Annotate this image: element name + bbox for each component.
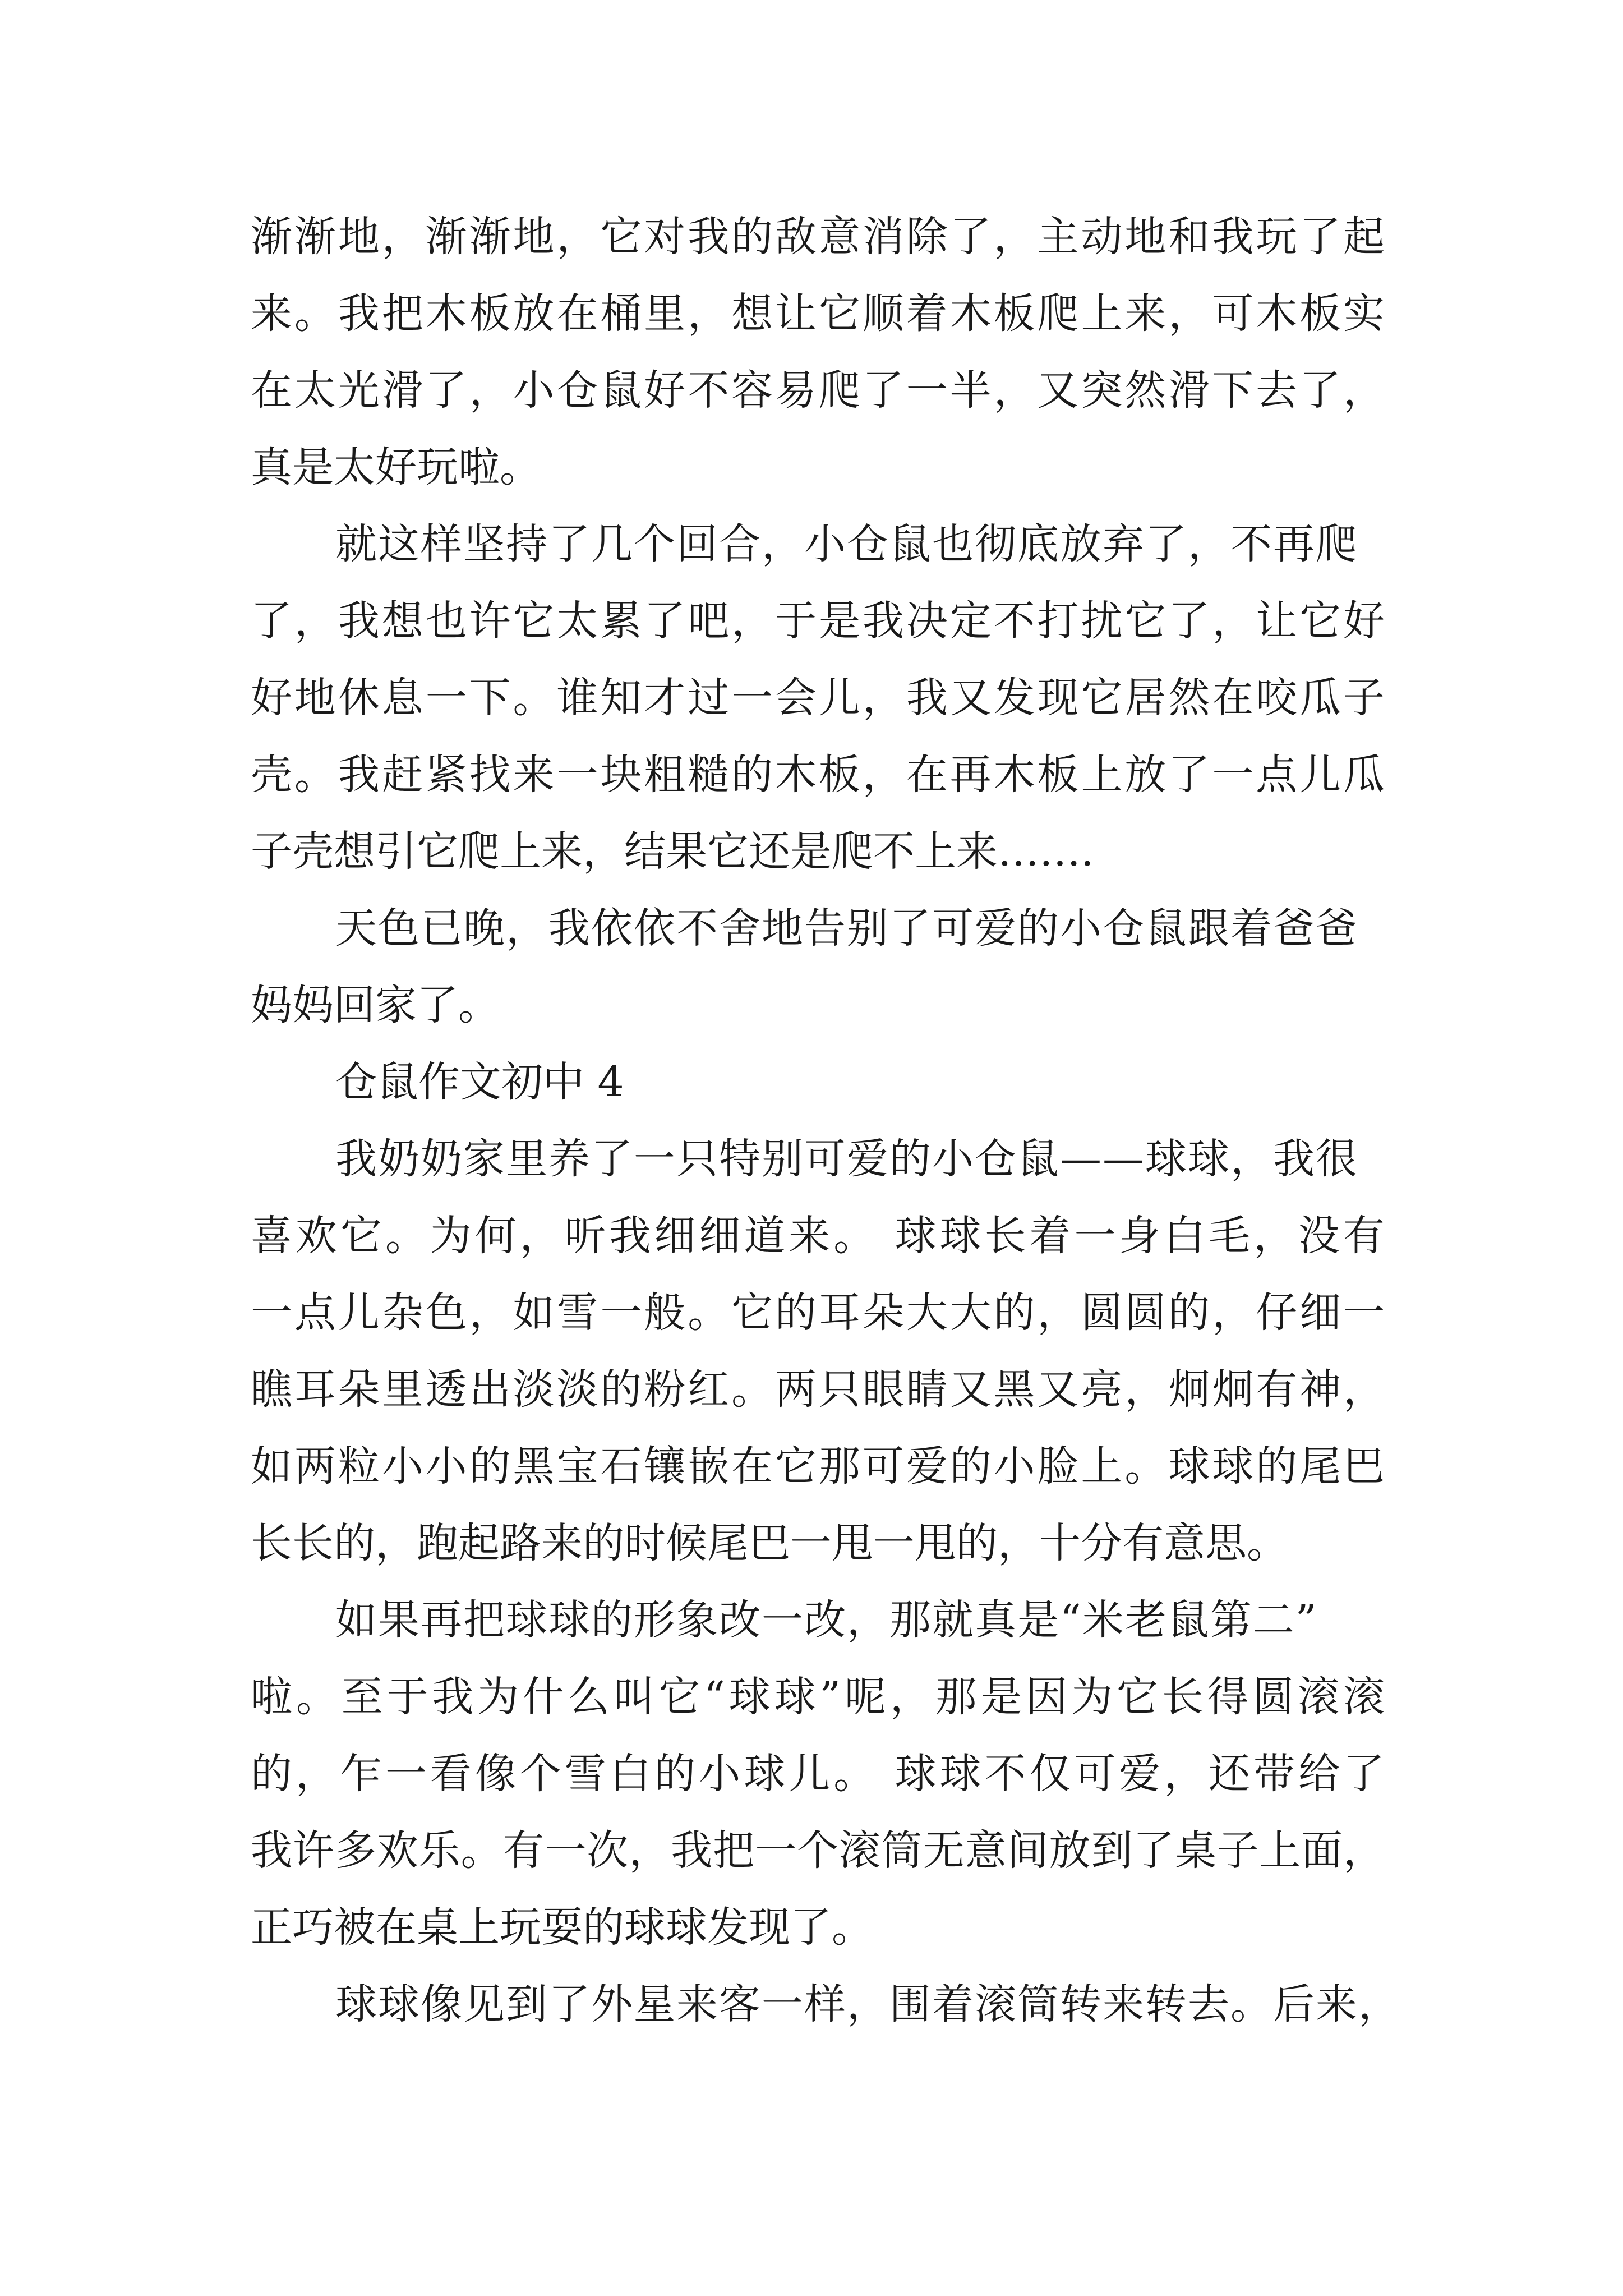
text-line: 壳。我赶紧找来一块粗糙的木板，在再木板上放了一点儿瓜 [251,751,1385,799]
text-line: 啦。至于我为什么叫它“球球”呢，那是因为它长得圆滚滚 [251,1673,1385,1721]
section-heading: 仓鼠作文初中 4 [335,1058,624,1106]
text-line: 来。我把木板放在桶里，想让它顺着木板爬上来，可木板实 [251,289,1385,338]
text-line: 我奶奶家里养了一只特别可爱的小仓鼠——球球，我很 [335,1135,1358,1183]
text-line: 喜欢它。为何，听我细细道来。 球球长着一身白毛，没有 [251,1212,1385,1260]
text-line: 渐渐地，渐渐地，它对我的敌意消除了，主动地和我玩了起 [251,213,1385,261]
text-line: 正巧被在桌上玩耍的球球发现了。 [251,1903,873,1952]
text-line: 在太光滑了，小仓鼠好不容易爬了一半，又突然滑下去了， [251,366,1385,415]
text-line: 瞧耳朵里透出淡淡的粉红。两只眼睛又黑又亮，炯炯有神， [251,1365,1385,1414]
text-line: 天色已晚，我依依不舍地告别了可爱的小仓鼠跟着爸爸 [335,904,1358,953]
text-line: 了，我想也许它太累了吧，于是我决定不打扰它了，让它好 [251,597,1385,645]
text-line: 如果再把球球的形象改一改，那就真是“米老鼠第二” [335,1596,1318,1644]
text-line: 好地休息一下。谁知才过一会儿，我又发现它居然在咬瓜子 [251,674,1385,722]
text-line: 妈妈回家了。 [251,981,500,1029]
text-line: 球球像见到了外星来客一样，围着滚筒转来转去。后来， [335,1980,1401,2028]
text-line: 我许多欢乐。有一次，我把一个滚筒无意间放到了桌子上面， [251,1826,1385,1875]
text-line: 如两粒小小的黑宝石镶嵌在它那可爱的小脸上。球球的尾巴 [251,1442,1385,1490]
text-line: 就这样坚持了几个回合，小仓鼠也彻底放弃了，不再爬 [335,520,1358,568]
text-line: 真是太好玩啦。 [251,443,541,491]
text-line: 子壳想引它爬上来，结果它还是爬不上来……. [251,827,1094,876]
text-line: 的，乍一看像个雪白的小球儿。 球球不仅可爱，还带给了 [251,1750,1385,1798]
text-line: 长长的，跑起路来的时候尾巴一甩一甩的，十分有意思。 [251,1519,1288,1567]
text-line: 一点儿杂色，如雪一般。它的耳朵大大的，圆圆的，仔细一 [251,1289,1385,1337]
